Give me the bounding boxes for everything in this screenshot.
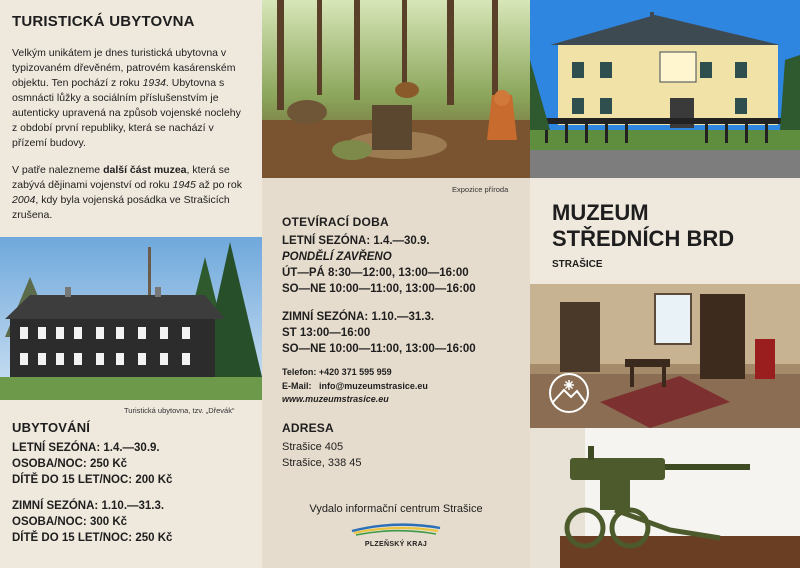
hours-winter-weekend: SO—NE 10:00—11:00, 13:00—16:00 (282, 343, 476, 355)
ubytovna-p2-segment: až po rok (195, 179, 242, 191)
nature-exhibit-caption: Expozice příroda (452, 185, 509, 194)
ubytovani-title: UBYTOVÁNÍ (12, 420, 91, 435)
publisher-note: Vydalo informační centrum Strašice (309, 503, 483, 515)
right-panel (530, 0, 800, 568)
hours-winter: ZIMNÍ SEZÓNA: 1.10.—31.3. (282, 311, 435, 323)
region-logo-icon (348, 522, 444, 536)
contact-web[interactable]: www.muzeumstrasice.eu (282, 394, 389, 404)
dormitory-photo-caption: Turistická ubytovna, tzv. „Dřevák“ (124, 406, 235, 415)
dormitory-photo (0, 237, 262, 400)
opening-hours (282, 233, 522, 357)
nature-exhibit-photo (262, 0, 530, 178)
contact-block (282, 366, 522, 407)
ubytovani-prices (12, 440, 257, 546)
left-panel (0, 0, 262, 568)
ubytovna-p2-segment: 2004 (12, 194, 36, 206)
ubytovna-p2-segment: , která se zabývá dějinami vojenství od roku (12, 164, 230, 191)
museum-title-line-1: MUZEUM (552, 200, 649, 225)
hours-monday-closed: PONDĚLÍ ZAVŘENO (282, 251, 392, 263)
address-block (282, 439, 362, 471)
address-title: ADRESA (282, 421, 334, 435)
region-logo-text: PLZEŇSKÝ KRAJ (364, 541, 428, 548)
contact-email-label: E-Mail: (282, 380, 312, 391)
address-line-2: Strašice, 338 45 (282, 457, 362, 469)
ubytovna-paragraph-2 (12, 163, 248, 223)
middle-panel (262, 0, 530, 568)
ubytovna-p1-segment: . Ubytovna s osmnácti lůžky a sociálním příslušenstvím je autenticky upravená na způsob vojenské noclehy z období první republiky, která se nachází v přízemí budovy. (12, 77, 241, 149)
ubytovani-summer: LETNÍ SEZÓNA: 1.4.—30.9. (12, 442, 160, 454)
ubytovani-winter-child: DÍTĚ DO 15 LET/NOC: 250 Kč (12, 532, 173, 544)
ubytovna-title: TURISTICKÁ UBYTOVNA (12, 13, 195, 30)
ubytovna-p2-segment: V patře nalezneme (12, 164, 104, 176)
ubytovna-p1-segment: 1934 (142, 77, 166, 89)
ubytovna-p2-segment: další část muzea (103, 164, 187, 176)
plzensky-kraj-logo (348, 522, 444, 548)
hours-summer-weekend: SO—NE 10:00—11:00, 13:00—16:00 (282, 283, 476, 295)
address-line-1: Strašice 405 (282, 441, 344, 453)
contact-email-row (282, 380, 522, 394)
ubytovna-p2-segment: , kdy byla vojenská posádka ve Strašicích zrušena. (12, 194, 230, 221)
ubytovna-p2-segment: 1945 (172, 179, 196, 191)
ubytovna-paragraph-1 (12, 46, 248, 151)
museum-subtitle: STRAŠICE (552, 259, 603, 270)
ubytovani-winter-adult: OSOBA/NOC: 300 Kč (12, 516, 128, 528)
ubytovna-p1-segment: Velkým unikátem je dnes turistická ubytovna v typizovaném dřevěném, patrovém kasárenském objektu. Ten pochází z roku (12, 47, 236, 89)
hours-winter-wednesday: ST 13:00—16:00 (282, 327, 371, 339)
contact-phone: Telefon: +420 371 595 959 (282, 367, 392, 377)
hours-summer-weekdays: ÚT—PÁ 8:30—12:00, 13:00—16:00 (282, 267, 469, 279)
ubytovani-summer-adult: OSOBA/NOC: 250 Kč (12, 458, 128, 470)
machine-gun-photo (530, 428, 800, 568)
hours-title: OTEVÍRACÍ DOBA (282, 215, 389, 229)
mountain-emblem-icon (548, 372, 590, 414)
contact-email[interactable]: info@muzeumstrasice.eu (319, 380, 428, 391)
ubytovani-winter: ZIMNÍ SEZÓNA: 1.10.—31.3. (12, 500, 165, 512)
museum-title-block (552, 200, 734, 270)
museum-title-line-2: STŘEDNÍCH BRD (552, 226, 735, 251)
hours-summer: LETNÍ SEZÓNA: 1.4.—30.9. (282, 235, 430, 247)
museum-building-photo (530, 0, 800, 178)
ubytovani-summer-child: DÍTĚ DO 15 LET/NOC: 200 Kč (12, 474, 173, 486)
